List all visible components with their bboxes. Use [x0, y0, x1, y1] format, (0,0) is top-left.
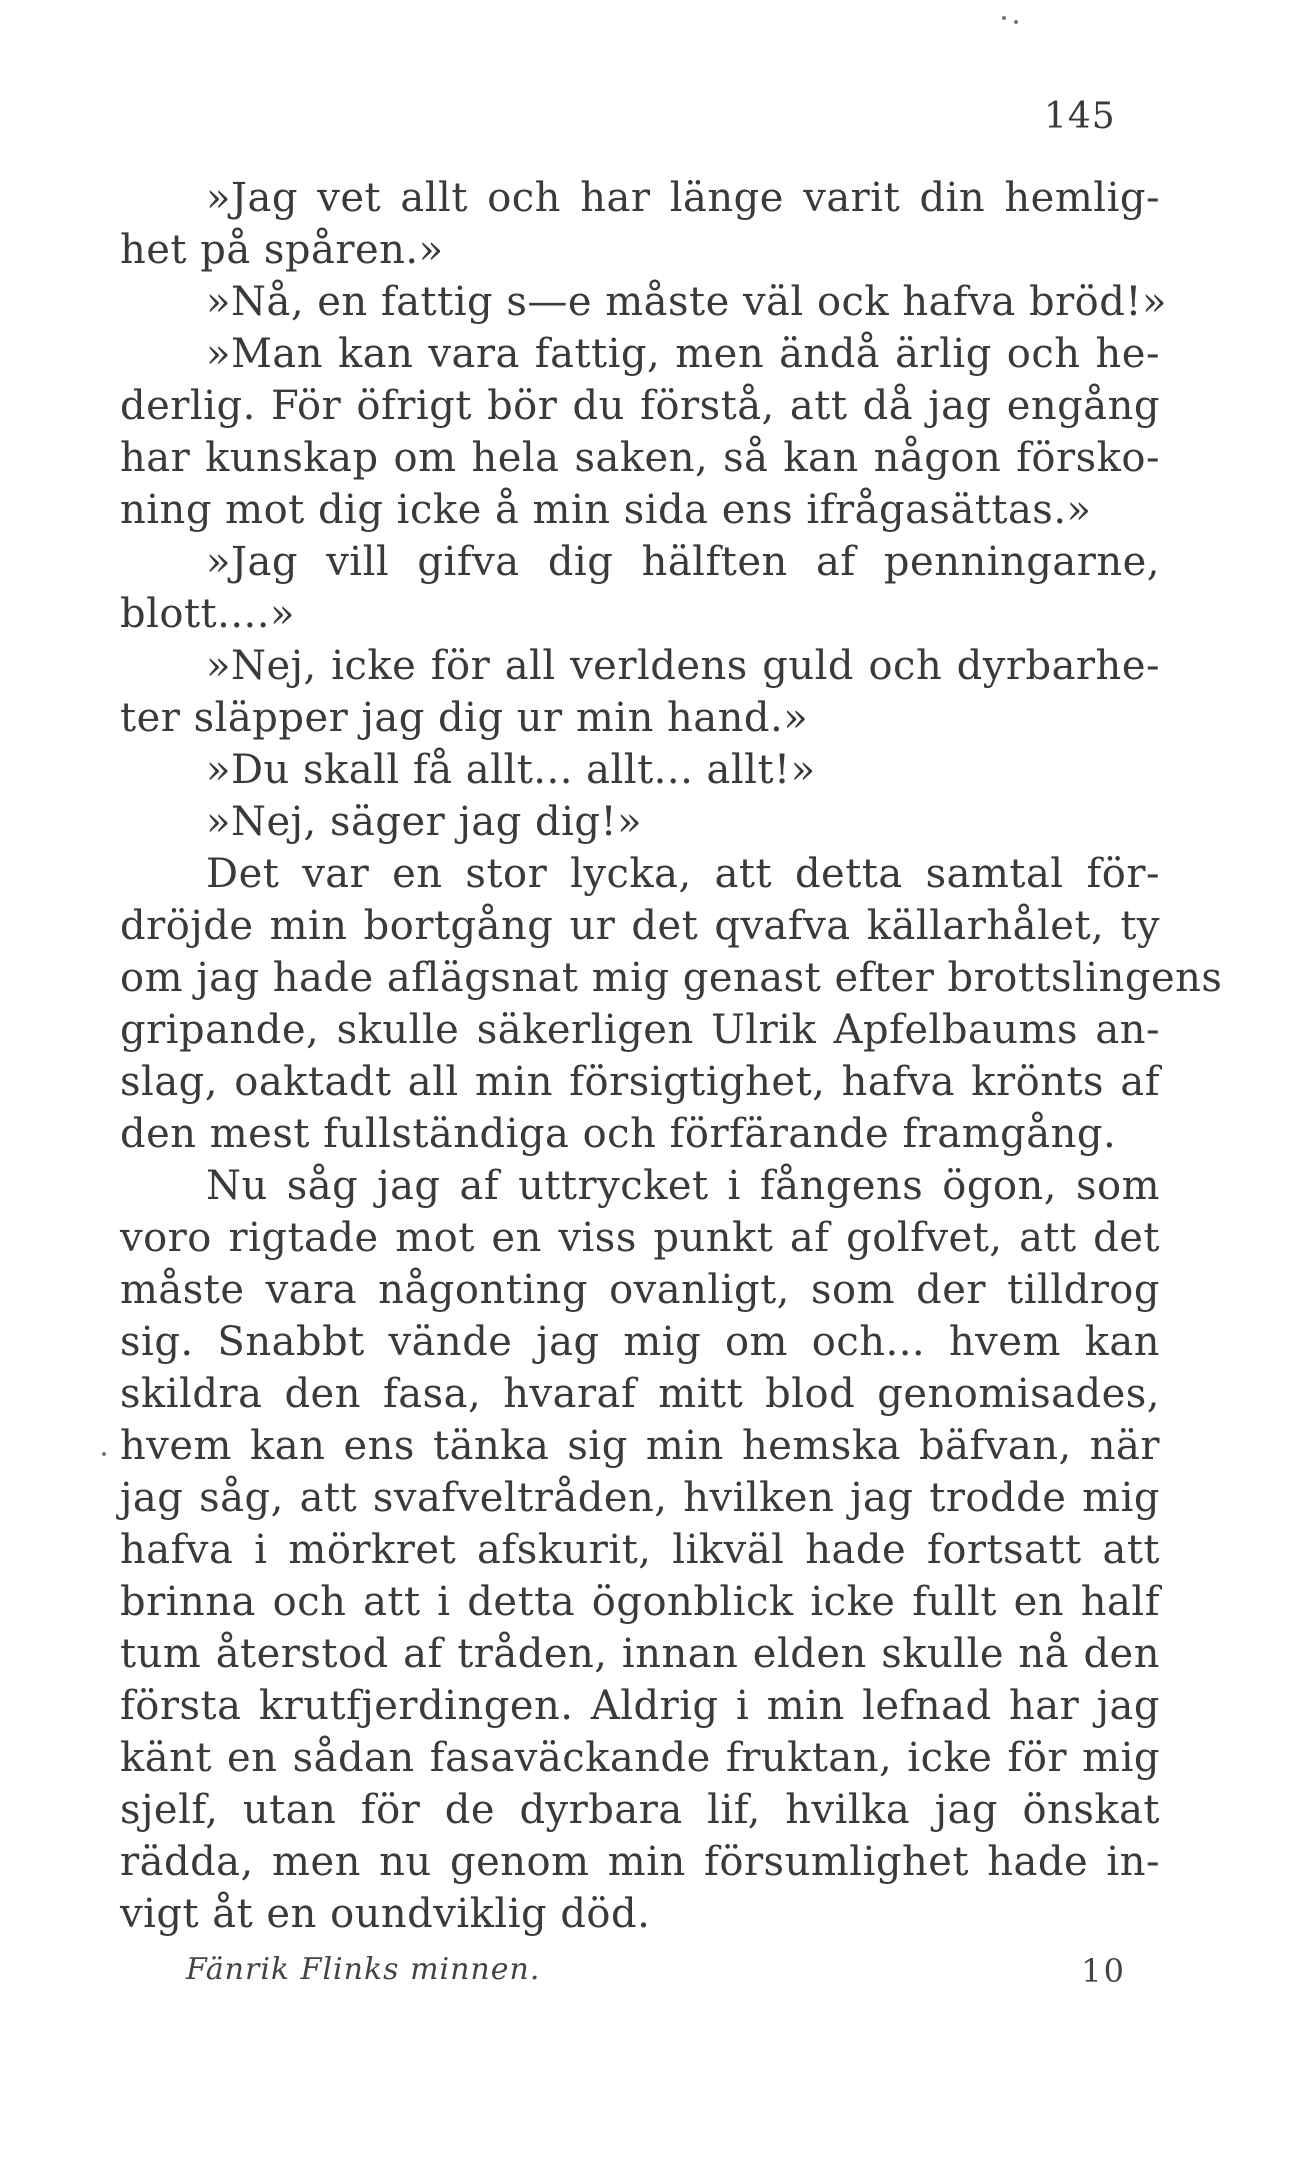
sheet-number: 10 [1081, 1952, 1126, 1990]
page-number: 145 [1044, 96, 1116, 137]
text-line: har kunskap om hela saken, så kan någon försko- [120, 435, 1160, 481]
text-line: rädda, men nu genom min försumlighet hade in- [120, 1839, 1160, 1885]
text-line: sig. Snabbt vände jag mig om och... hvem kan [120, 1319, 1160, 1365]
text-line: jag såg, att svafveltråden, hvilken jag trodde mig [120, 1475, 1160, 1521]
text-line: slag, oaktadt all min försigtighet, hafva krönts af [120, 1059, 1160, 1105]
text-line: känt en sådan fasaväckande fruktan, icke för mig [120, 1735, 1160, 1781]
text-line: hvem kan ens tänka sig min hemska bäfvan, när [120, 1423, 1160, 1469]
text-line: derlig. För öfrigt bör du förstå, att då jag engång [120, 383, 1160, 429]
text-line: »Man kan vara fattig, men ändå ärlig och he- [206, 331, 1160, 377]
text-line: måste vara någonting ovanligt, som der tilldrog [120, 1267, 1160, 1313]
text-line: hafva i mörkret afskurit, likväl hade fortsatt att [120, 1527, 1160, 1573]
text-line: »Du skall få allt... allt... allt!» [206, 747, 816, 793]
body-text [120, 172, 1223, 1940]
text-line: »Nej, säger jag dig!» [206, 799, 643, 845]
text-line: skildra den fasa, hvaraf mitt blod genomisades, [120, 1371, 1160, 1417]
text-line: om jag hade aflägsnat mig genast efter brottslingens [120, 955, 1223, 1001]
text-line: het på spåren.» [120, 227, 444, 273]
text-line: Det var en stor lycka, att detta samtal för- [206, 851, 1160, 897]
text-line: gripande, skulle säkerligen Ulrik Apfelbaums an- [120, 1007, 1160, 1053]
text-line: tum återstod af tråden, innan elden skulle nå den [120, 1631, 1160, 1677]
text-line: den mest fullständiga och förfärande framgång. [120, 1111, 1117, 1157]
text-line: »Nej, icke för all verldens guld och dyrbarhe- [206, 643, 1160, 689]
text-line: »Jag vet allt och har länge varit din hemlig- [206, 175, 1160, 221]
text-line: voro rigtade mot en viss punkt af golfvet, att det [120, 1215, 1160, 1261]
text-line: blott....» [120, 591, 295, 637]
text-line: »Jag vill gifva dig hälften af penningarne, [206, 539, 1160, 585]
text-line: Nu såg jag af uttrycket i fångens ögon, som [206, 1163, 1160, 1209]
text-line: »Nå, en fattig s—e måste väl ock hafva bröd!» [206, 279, 1167, 325]
text-line: första krutfjerdingen. Aldrig i min lefnad har jag [120, 1683, 1160, 1729]
text-line: ter släpper jag dig ur min hand.» [120, 695, 809, 741]
text-line: sjelf, utan för de dyrbara lif, hvilka jag önskat [120, 1787, 1160, 1833]
text-line: dröjde min bortgång ur det qvafva källarhålet, ty [120, 903, 1160, 949]
text-line: brinna och att i detta ögonblick icke fullt en half [120, 1579, 1160, 1625]
running-title: Fänrik Flinks minnen. [186, 1952, 541, 1987]
print-speck [1002, 16, 1006, 20]
print-speck [1014, 20, 1018, 24]
text-line: ning mot dig icke å min sida ens ifrågasättas.» [120, 487, 1092, 533]
page-footer [186, 1952, 1126, 1996]
print-speck [102, 1452, 106, 1456]
text-line: vigt åt en oundviklig död. [120, 1891, 651, 1937]
